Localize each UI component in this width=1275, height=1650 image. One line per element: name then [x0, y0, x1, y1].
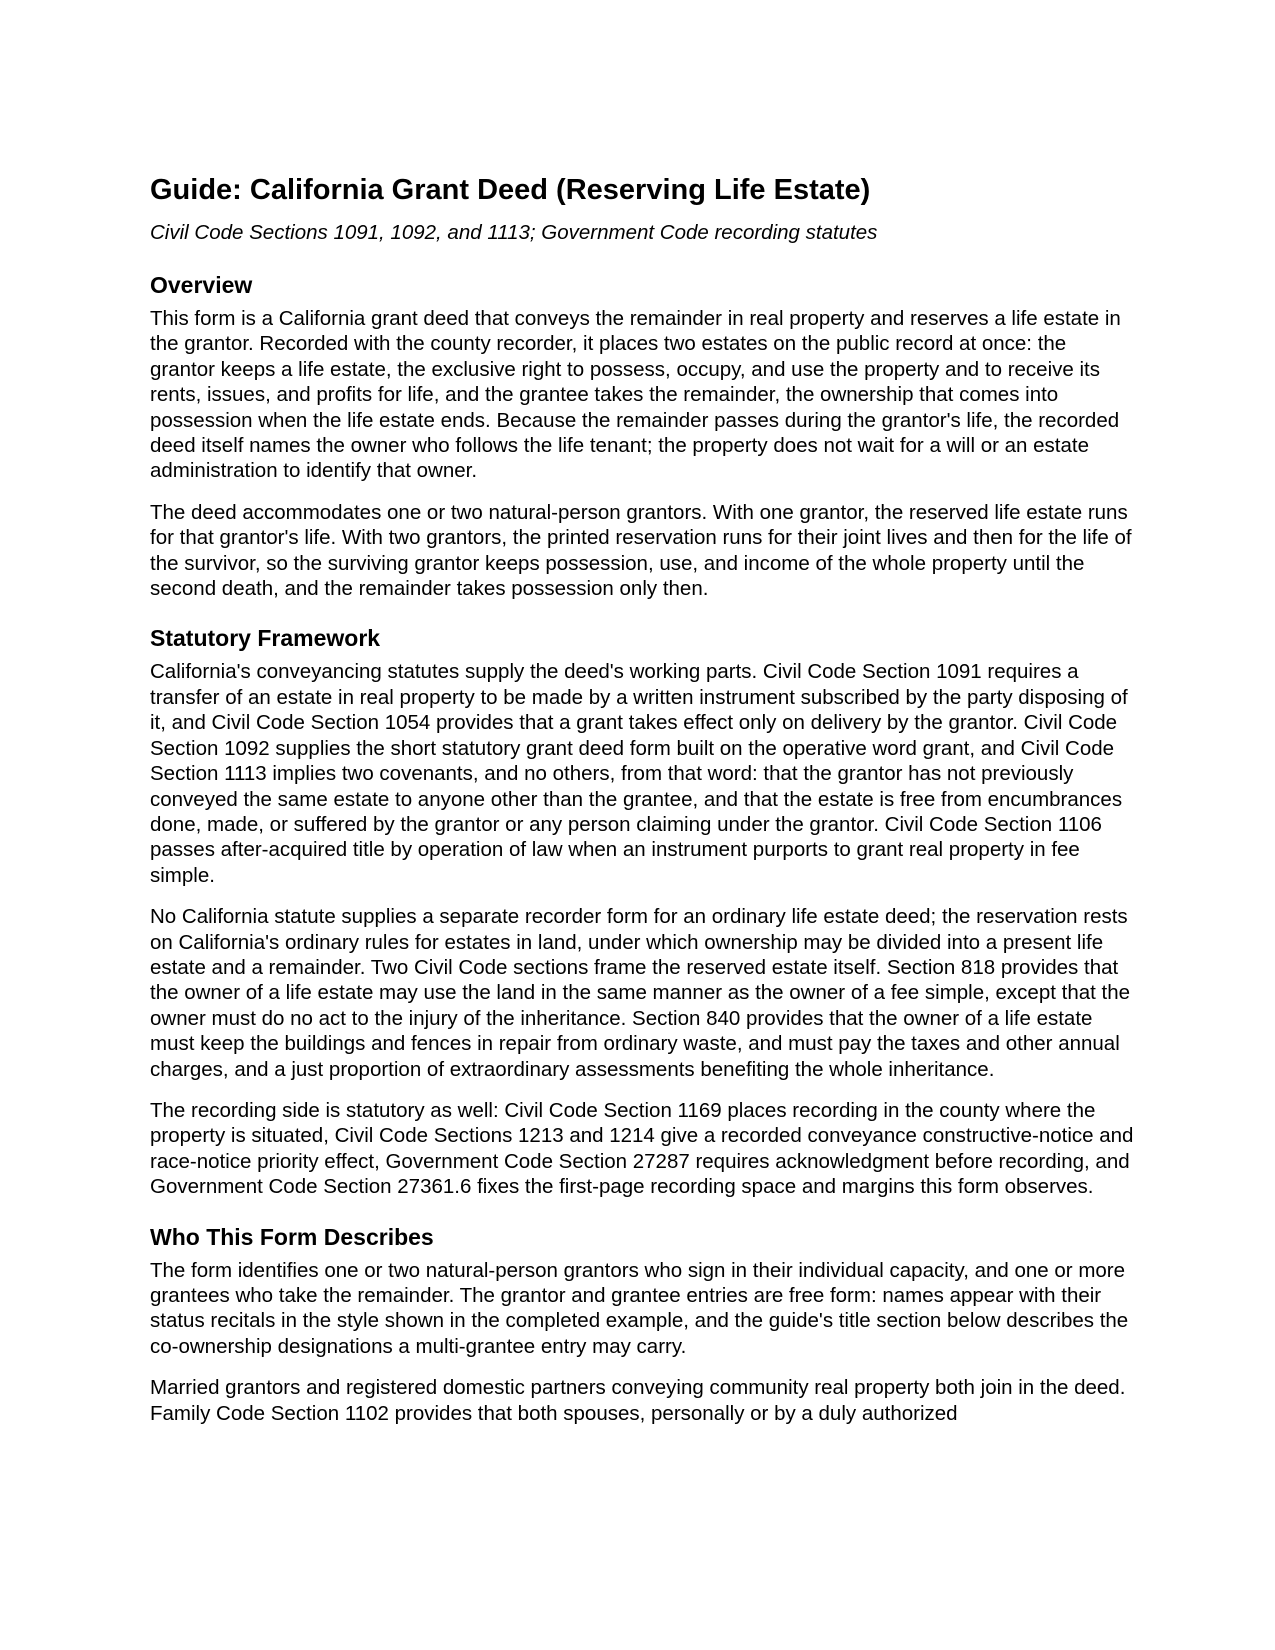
section-overview	[150, 270, 1135, 601]
paragraph: Married grantors and registered domestic partners conveying community real property both join in the deed. Family Code Section 1102 provides that both spouses, personally or by a duly authorized	[150, 1376, 1126, 1425]
paragraph: The form identifies one or two natural-person grantors who sign in their individual capacity, and one or more grantees who take the remainder. The grantor and grantee entries are free form: names appear with their status recitals in the style shown in the completed example, and the guide's title section below describes the co-ownership designations a multi-grantee entry may carry.	[150, 1258, 1129, 1358]
section-statutory-framework	[150, 623, 1135, 1199]
document-title: Guide: California Grant Deed (Reserving Life Estate)	[150, 174, 871, 206]
paragraph: This form is a California grant deed that conveys the remainder in real property and reserves a life estate in the grantor. Recorded with the county recorder, it places two estates on the public record at once: the grantor keeps a life estate, the exclusive right to possess, occupy, and use the property and to receive its rents, issues, and profits for life, and the grantee takes the remainder, the ownership that comes into possession when the life estate ends. Because the remainder passes during the grantor's life, the recorded deed itself names the owner who follows the life tenant; the property does not wait for a will or an estate administration to identify that owner.	[150, 307, 1121, 483]
paragraph: No California statute supplies a separate recorder form for an ordinary life estate deed; the reservation rests on California's ordinary rules for estates in land, under which ownership may be divided into a present life estate and a remainder. Two Civil Code sections frame the reserved estate itself. Section 818 provides that the owner of a life estate may use the land in the same manner as the owner of a fee simple, except that the owner must do no act to the injury of the inheritance. Section 840 provides that the owner of a life estate must keep the buildings and fences in repair from ordinary waste, and must pay the taxes and other annual charges, and a just proportion of extraordinary assessments benefiting the whole inheritance.	[150, 905, 1131, 1081]
section-heading: Who This Form Describes	[150, 1223, 434, 1250]
paragraph: California's conveyancing statutes supply the deed's working parts. Civil Code Section 1091 requires a transfer of an estate in real property to be made by a written instrument subscribed by the party disposing of it, and Civil Code Section 1054 provides that a grant takes effect only on delivery by the grantor. Civil Code Section 1092 supplies the short statutory grant deed form built on the operative word grant, and Civil Code Section 1113 implies two covenants, and no others, from that word: that the grantor has not previously conveyed the same estate to anyone other than the grantee, and that the estate is free from encumbrances done, made, or suffered by the grantor or any person claiming under the grantor. Civil Code Section 1106 passes after-acquired title by operation of law when an instrument purports to grant real property in fee simple.	[150, 660, 1128, 887]
paragraph: The recording side is statutory as well: Civil Code Section 1169 places recording in the county where the property is situated, Civil Code Sections 1213 and 1214 give a recorded conveyance constructive-notice and race-notice priority effect, Government Code Section 27287 requires acknowledgment before recording, and Government Code Section 27361.6 fixes the first-page recording space and margins this form observes.	[150, 1098, 1134, 1199]
section-heading: Overview	[150, 272, 253, 298]
document-subtitle: Civil Code Sections 1091, 1092, and 1113; Government Code recording statutes	[150, 221, 878, 244]
section-who-this-form-describes	[150, 1222, 1135, 1426]
section-heading: Statutory Framework	[150, 625, 381, 652]
document-page	[150, 172, 1135, 1426]
paragraph: The deed accommodates one or two natural-person grantors. With one grantor, the reserved life estate runs for that grantor's life. With two grantors, the printed reservation runs for their joint lives and then for the life of the survivor, so the surviving grantor keeps possession, use, and income of the whole property until the second death, and the remainder takes possession only then.	[150, 500, 1132, 601]
